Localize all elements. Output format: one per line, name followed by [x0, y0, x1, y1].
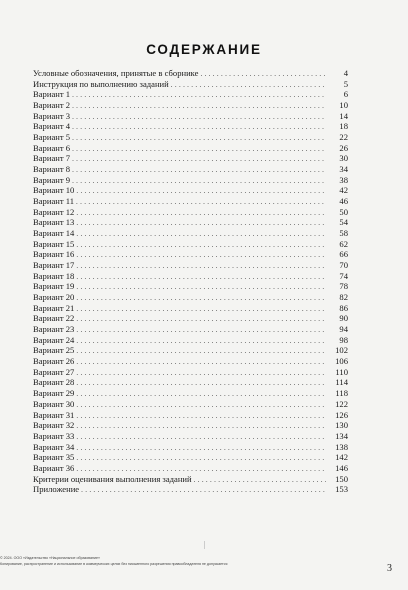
toc-entry-page: 118: [335, 388, 348, 399]
toc-entry: [33, 484, 348, 495]
toc-entry: [33, 196, 348, 207]
toc-entry-page: 130: [335, 420, 348, 431]
toc-leader-dots: [76, 229, 326, 240]
toc-leader-dots: [72, 101, 326, 112]
toc-entry: [33, 260, 348, 271]
toc-entry-label: Вариант 29: [33, 388, 75, 399]
toc-entry: [33, 239, 348, 250]
toc-entry-page: 110: [335, 366, 348, 377]
toc-leader-dots: [76, 272, 326, 283]
toc-leader-dots: [194, 475, 326, 486]
toc-leader-dots: [76, 186, 326, 197]
toc-leader-dots: [76, 346, 326, 357]
toc-leader-dots: [76, 325, 326, 336]
toc-leader-dots: [76, 389, 326, 400]
toc-entry-label: Вариант 36: [33, 462, 75, 473]
toc-leader-dots: [72, 133, 326, 144]
toc-entry: [33, 463, 348, 474]
toc-entry-page: 58: [339, 228, 348, 239]
page-title: СОДЕРЖАНИЕ: [146, 42, 262, 57]
toc-entry-page: 98: [339, 334, 348, 345]
toc-entry: [33, 452, 348, 463]
toc-entry-page: 50: [339, 206, 348, 217]
toc-entry: [33, 79, 348, 90]
toc-entry-label: Вариант 1: [33, 89, 71, 100]
toc-entry-label: Вариант 20: [33, 292, 75, 303]
toc-leader-dots: [76, 378, 326, 389]
toc-entry-label: Вариант 28: [33, 377, 75, 388]
toc-entry-page: 102: [335, 345, 348, 356]
toc-leader-dots: [72, 144, 326, 155]
toc-entry-page: 70: [339, 260, 348, 271]
toc-entry: [33, 303, 348, 314]
toc-leader-dots: [171, 80, 326, 91]
toc-leader-dots: [72, 122, 326, 133]
toc-entry-page: 150: [335, 473, 348, 484]
toc-entry-page: 74: [339, 270, 348, 281]
toc-entry-label: Вариант 19: [33, 281, 75, 292]
toc-entry-label: Вариант 32: [33, 420, 75, 431]
toc-entry-label: Вариант 7: [33, 153, 71, 164]
toc-entry: [33, 143, 348, 154]
toc-entry-label: Критерии оценивания выполнения заданий: [33, 473, 192, 484]
toc-entry-label: Вариант 6: [33, 142, 71, 153]
toc-entry-page: 18: [339, 121, 348, 132]
toc-entry: [33, 442, 348, 453]
toc-leader-dots: [76, 240, 326, 251]
toc-entry: [33, 111, 348, 122]
toc-entry-page: 106: [335, 356, 348, 367]
toc-entry-page: 5: [343, 78, 348, 89]
toc-entry-label: Вариант 9: [33, 174, 71, 185]
toc-entry: [33, 249, 348, 260]
toc-leader-dots: [76, 218, 326, 229]
toc-entry: [33, 345, 348, 356]
toc-entry-page: 6: [343, 89, 348, 100]
toc-entry-label: Вариант 16: [33, 249, 75, 260]
toc-entry: [33, 474, 348, 485]
toc-entry: [33, 388, 348, 399]
toc-entry-page: 38: [339, 174, 348, 185]
toc-entry-page: 78: [339, 281, 348, 292]
toc-entry-page: 10: [339, 100, 348, 111]
toc-entry: [33, 217, 348, 228]
toc-leader-dots: [72, 176, 326, 187]
copyright-line-1: © 2024. ООО «Издательство «Национальное образование»: [0, 556, 101, 560]
toc-leader-dots: [76, 293, 326, 304]
toc-entry: [33, 185, 348, 196]
toc-leader-dots: [76, 197, 326, 208]
toc-entry-page: 46: [339, 196, 348, 207]
toc-entry-page: 34: [339, 164, 348, 175]
toc-entry: [33, 121, 348, 132]
toc-entry: [33, 313, 348, 324]
toc-entry-label: Вариант 10: [33, 185, 75, 196]
toc-entry-page: 90: [339, 313, 348, 324]
toc-entry: [33, 228, 348, 239]
toc-entry-page: 94: [339, 324, 348, 335]
toc-leader-dots: [76, 400, 326, 411]
page-number: 3: [387, 563, 392, 574]
toc-leader-dots: [81, 485, 326, 496]
toc-entry: [33, 281, 348, 292]
toc-entry-page: 146: [335, 462, 348, 473]
toc-leader-dots: [76, 443, 326, 454]
toc-entry: [33, 207, 348, 218]
toc-entry-page: 14: [339, 110, 348, 121]
toc-entry-label: Вариант 11: [33, 196, 75, 207]
toc-entry: [33, 356, 348, 367]
toc-entry-page: 4: [343, 68, 348, 78]
toc-entry-label: Вариант 22: [33, 313, 75, 324]
toc-entry-label: Вариант 35: [33, 452, 75, 463]
toc-entry: [33, 420, 348, 431]
copyright-line-2: Копирование, распространение и использование в коммерческих целях без письменного разрешения правообладателя не допускается: [0, 562, 228, 566]
toc-entry-label: Вариант 12: [33, 206, 75, 217]
toc-leader-dots: [76, 282, 326, 293]
toc-entry-label: Вариант 26: [33, 356, 75, 367]
toc-entry-label: Вариант 33: [33, 430, 75, 441]
toc-entry-page: 126: [335, 409, 348, 420]
toc-leader-dots: [72, 90, 326, 101]
toc-entry-label: Вариант 3: [33, 110, 71, 121]
toc-entry-label: Вариант 27: [33, 366, 75, 377]
toc-entry-label: Вариант 8: [33, 164, 71, 175]
toc-entry-label: Вариант 31: [33, 409, 75, 420]
toc-leader-dots: [72, 112, 326, 123]
toc-entry: [33, 164, 348, 175]
toc-leader-dots: [200, 69, 326, 80]
toc-entry-page: 142: [335, 452, 348, 463]
toc-entry-page: 30: [339, 153, 348, 164]
toc-entry: [33, 271, 348, 282]
toc-entry-label: Вариант 18: [33, 270, 75, 281]
toc-entry-page: 26: [339, 142, 348, 153]
toc-entry-page: 138: [335, 441, 348, 452]
toc-entry-label: Вариант 5: [33, 132, 71, 143]
toc-entry-page: 114: [335, 377, 348, 388]
toc-entry: [33, 68, 348, 79]
toc-entry-label: Вариант 2: [33, 100, 71, 111]
toc-entry-label: Вариант 14: [33, 228, 75, 239]
toc-entry-label: Вариант 13: [33, 217, 75, 228]
toc-leader-dots: [76, 314, 326, 325]
toc-entry-label: Вариант 17: [33, 260, 75, 271]
toc-leader-dots: [76, 250, 326, 261]
toc-leader-dots: [72, 165, 326, 176]
toc-leader-dots: [76, 336, 326, 347]
toc-leader-dots: [76, 453, 326, 464]
toc-entry-page: 122: [335, 398, 348, 409]
toc-entry-page: 134: [335, 430, 348, 441]
toc-leader-dots: [76, 357, 326, 368]
toc-entry: [33, 89, 348, 100]
toc-leader-dots: [76, 411, 326, 422]
toc-entry: [33, 324, 348, 335]
toc-entry-label: Вариант 25: [33, 345, 75, 356]
toc-entry-page: 153: [335, 484, 348, 495]
toc-entry: [33, 367, 348, 378]
fold-mark: [204, 541, 205, 549]
toc-entry-label: Вариант 30: [33, 398, 75, 409]
toc-entry: [33, 292, 348, 303]
table-of-contents: [33, 68, 348, 495]
toc-entry: [33, 153, 348, 164]
toc-entry-label: Вариант 4: [33, 121, 71, 132]
toc-entry-page: 42: [339, 185, 348, 196]
toc-leader-dots: [76, 304, 326, 315]
toc-entry-label: Условные обозначения, принятые в сборнике: [33, 68, 199, 78]
toc-entry: [33, 175, 348, 186]
toc-entry-label: Вариант 15: [33, 238, 75, 249]
toc-entry-label: Инструкция по выполнению заданий: [33, 78, 169, 89]
toc-leader-dots: [76, 421, 326, 432]
toc-entry-label: Вариант 24: [33, 334, 75, 345]
toc-leader-dots: [72, 154, 326, 165]
toc-entry: [33, 377, 348, 388]
copyright-footer: [0, 555, 227, 567]
toc-entry: [33, 335, 348, 346]
toc-entry-page: 62: [339, 238, 348, 249]
toc-entry-page: 66: [339, 249, 348, 260]
toc-entry: [33, 100, 348, 111]
toc-entry: [33, 431, 348, 442]
toc-entry-label: Вариант 21: [33, 302, 75, 313]
toc-leader-dots: [76, 368, 326, 379]
toc-entry-page: 86: [339, 302, 348, 313]
toc-entry: [33, 399, 348, 410]
toc-entry-page: 82: [339, 292, 348, 303]
toc-entry-label: Вариант 23: [33, 324, 75, 335]
toc-leader-dots: [76, 432, 326, 443]
toc-entry-page: 54: [339, 217, 348, 228]
toc-entry-page: 22: [339, 132, 348, 143]
toc-entry-label: Вариант 34: [33, 441, 75, 452]
toc-entry: [33, 410, 348, 421]
toc-leader-dots: [76, 208, 326, 219]
toc-entry-label: Приложение: [33, 484, 80, 495]
toc-entry: [33, 132, 348, 143]
toc-leader-dots: [76, 261, 326, 272]
